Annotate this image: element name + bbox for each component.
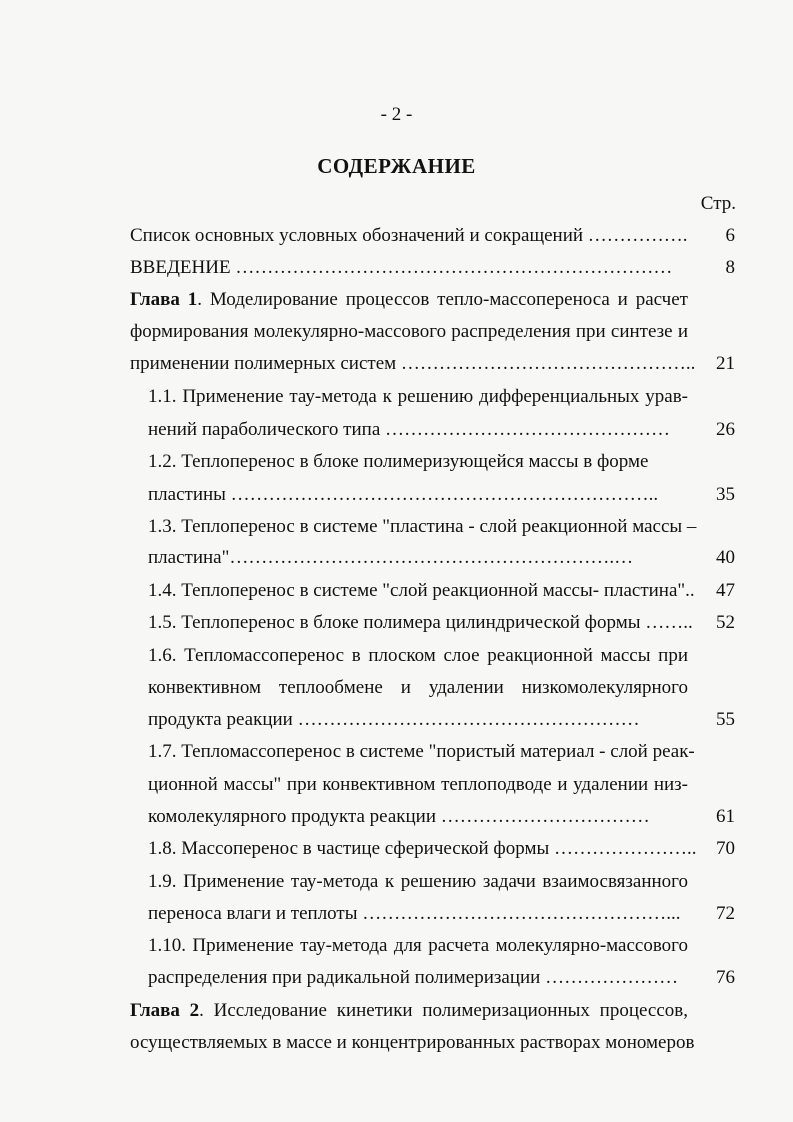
toc-entry-line: распределения при радикальной полимеризации ………………… <box>148 967 679 988</box>
toc-entry-line: 1.7. Тепломассоперенос в системе "пористый материал - слой реак- <box>148 741 695 762</box>
toc-entry-page: 35 <box>716 484 735 505</box>
toc-entry-line: . Моделирование процессов тепло-массопереноса и расчет <box>197 289 688 310</box>
chapter-label: Глава 2 <box>130 1000 200 1021</box>
toc-chapter-line <box>130 288 688 312</box>
toc-entry-line: осуществляемых в массе и концентрированных растворах мономеров <box>130 1032 695 1053</box>
toc-entry-line: нений параболического типа ……………………………………… <box>148 419 671 440</box>
toc-entry-page: 61 <box>716 806 735 827</box>
toc-entry-line: 1.6. Тепломассоперенос в плоском слое реакционной массы при <box>148 645 688 666</box>
toc-entry-line: ВВЕДЕНИЕ …………………………………………………………… <box>130 257 673 278</box>
toc-entry-line: 1.4. Теплоперенос в системе "слой реакционной массы- пластина".. <box>148 580 695 601</box>
toc-entry-page: 6 <box>725 225 735 246</box>
toc-entry-page: 76 <box>716 967 735 988</box>
toc-entry-page: 55 <box>716 709 735 730</box>
toc-chapter-line <box>130 999 688 1023</box>
toc-entry-line: комолекулярного продукта реакции …………………………… <box>148 806 650 827</box>
toc-entry-page: 70 <box>716 838 735 859</box>
toc-entry-line: продукта реакции ……………………………………………… <box>148 709 640 730</box>
toc-entry-page: 40 <box>716 547 735 568</box>
page-number: - 2 - <box>380 104 413 125</box>
toc-entry-line: Список основных условных обозначений и сокращений ……………. <box>130 225 688 246</box>
toc-entry-line: 1.8. Массоперенос в частице сферической формы ………………….. <box>148 838 697 859</box>
toc-entry-page: 72 <box>716 903 735 924</box>
toc-entry-line: 1.3. Теплоперенос в системе "пластина - слой реакционной массы – <box>148 516 697 537</box>
chapter-label: Глава 1 <box>130 289 198 310</box>
toc-entry-line: формирования молекулярно-массового распределения при синтезе и <box>130 321 688 342</box>
toc-entry-page: 47 <box>716 580 735 601</box>
toc-entry-page: 52 <box>716 612 735 633</box>
toc-entry-line: применении полимерных систем ……………………………………….. <box>130 353 696 374</box>
toc-entry-page: 21 <box>716 353 735 374</box>
toc-entry-line: ционной массы" при конвективном теплоподводе и удалении низ- <box>148 774 688 795</box>
toc-entry-page: 26 <box>716 419 735 440</box>
toc-entry-line: конвективном теплообмене и удалении низкомолекулярного <box>148 677 688 698</box>
toc-entry-page: 8 <box>725 257 735 278</box>
page-column-label: Стр. <box>700 193 736 214</box>
toc-entry-line: пластины ………………………………………………………….. <box>148 484 659 505</box>
toc-entry-line: 1.5. Теплоперенос в блоке полимера цилиндрической формы …….. <box>148 612 693 633</box>
toc-entry-line: . Исследование кинетики полимеризационных процессов, <box>199 1000 688 1021</box>
toc-entry-line: переноса влаги и теплоты …………………………………………... <box>148 903 681 924</box>
toc-entry-line: 1.1. Применение тау-метода к решению дифференциальных урав- <box>148 386 688 407</box>
toc-entry-line: 1.2. Теплоперенос в блоке полимеризующейся массы в форме <box>148 451 649 472</box>
toc-entry-line: 1.9. Применение тау-метода к решению задачи взаимосвязанного <box>148 871 688 892</box>
toc-entry-line: пластина"…………………………………………………….… <box>148 547 634 568</box>
toc-entry-line: 1.10. Применение тау-метода для расчета молекулярно-массового <box>148 935 688 956</box>
page-title: СОДЕРЖАНИЕ <box>317 154 476 178</box>
